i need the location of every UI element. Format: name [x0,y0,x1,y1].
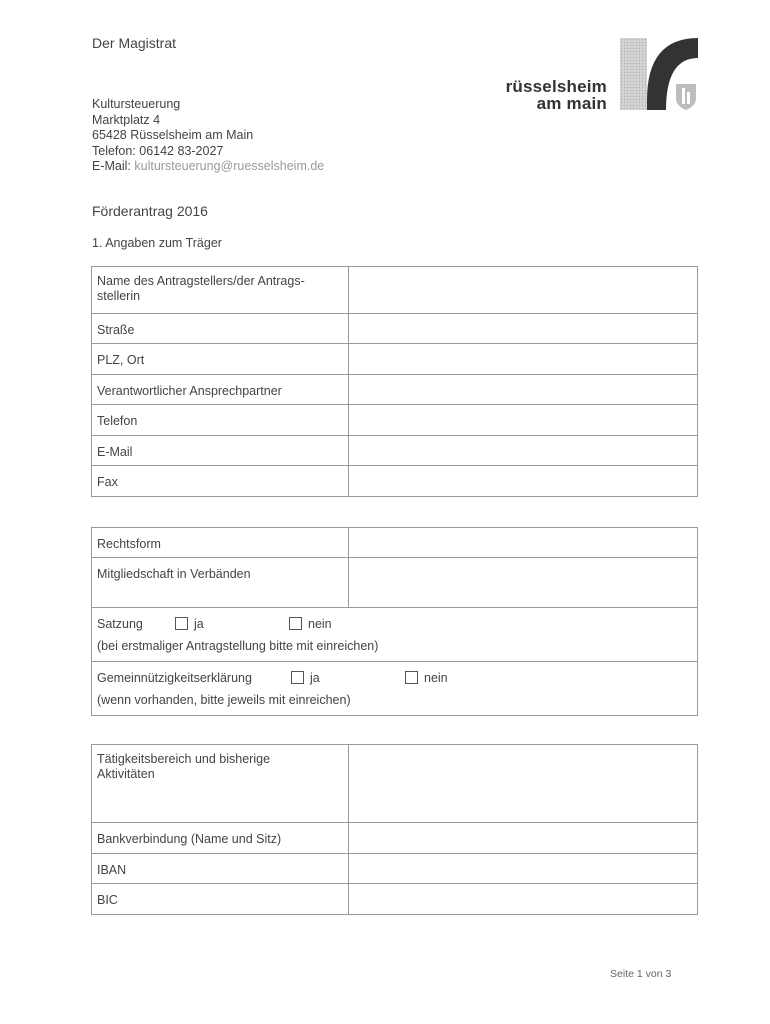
nonprofit-no-checkbox[interactable] [405,671,418,684]
field-street[interactable] [349,314,698,344]
statute-row [92,608,698,662]
label-phone: Telefon [92,405,349,436]
nonprofit-yes-option[interactable]: ja [291,671,320,685]
logo-wordmark [506,78,607,112]
field-applicant-name[interactable] [349,267,698,314]
statute-yes-option[interactable]: ja [175,617,204,631]
form-title: Förderantrag 2016 [92,203,208,219]
label-legal-form: Rechtsform [92,528,349,558]
label-bank: Bankverbindung (Name und Sitz) [92,823,349,854]
statute-no-checkbox[interactable] [289,617,302,630]
applicant-table [91,266,698,497]
logo-line1: rüsselsheim [505,77,607,96]
label-activities: Tätigkeitsbereich und bisherige Aktivitäten [92,745,349,823]
label-applicant-name: Name des Antragstellers/der Antrags- stellerin [92,267,349,314]
label-bic: BIC [92,884,349,915]
city-logo-icon [620,38,700,114]
label-email: E-Mail [92,436,349,466]
field-activities[interactable] [349,745,698,823]
logo-line2: am main [536,94,607,113]
label-zip-city: PLZ, Ort [92,344,349,375]
field-contact-person[interactable] [349,375,698,405]
label-contact-person: Verantwortlicher Ansprechpartner [92,375,349,405]
field-fax[interactable] [349,466,698,497]
field-phone[interactable] [349,405,698,436]
address-city: 65428 Rüsselsheim am Main [92,128,254,142]
statute-yes-checkbox[interactable] [175,617,188,630]
label-iban: IBAN [92,854,349,884]
email-label: E-Mail: [92,159,135,173]
field-legal-form[interactable] [349,528,698,558]
address-dept: Kultursteuerung [92,97,181,111]
section-heading: 1. Angaben zum Träger [92,236,222,250]
nonprofit-yes-checkbox[interactable] [291,671,304,684]
address-email-line [92,159,324,175]
nonprofit-label: Gemeinnützigkeitserklärung [97,671,252,685]
statute-no-option[interactable]: nein [289,617,332,631]
address-phone: Telefon: 06142 83-2027 [92,143,224,158]
nonprofit-no-option[interactable]: nein [405,671,448,685]
field-memberships[interactable] [349,558,698,608]
nonprofit-note: (wenn vorhanden, bitte jeweils mit einreichen) [97,693,351,707]
email-link[interactable]: kultursteuerung@ruesselsheim.de [134,159,325,173]
field-email[interactable] [349,436,698,466]
field-iban[interactable] [349,854,698,884]
legal-table [91,527,698,716]
nonprofit-row [92,662,698,716]
field-bic[interactable] [349,884,698,915]
statute-label: Satzung [97,617,143,631]
address-block [92,97,324,175]
activity-bank-table [91,744,698,915]
label-fax: Fax [92,466,349,497]
address-street: Marktplatz 4 [92,112,161,127]
label-memberships: Mitgliedschaft in Verbänden [92,558,349,608]
statute-note: (bei erstmaliger Antragstellung bitte mit einreichen) [97,639,379,653]
label-street: Straße [92,314,349,344]
field-zip-city[interactable] [349,344,698,375]
field-bank[interactable] [349,823,698,854]
issuer-name: Der Magistrat [92,35,177,51]
page-number: Seite 1 von 3 [610,968,672,980]
